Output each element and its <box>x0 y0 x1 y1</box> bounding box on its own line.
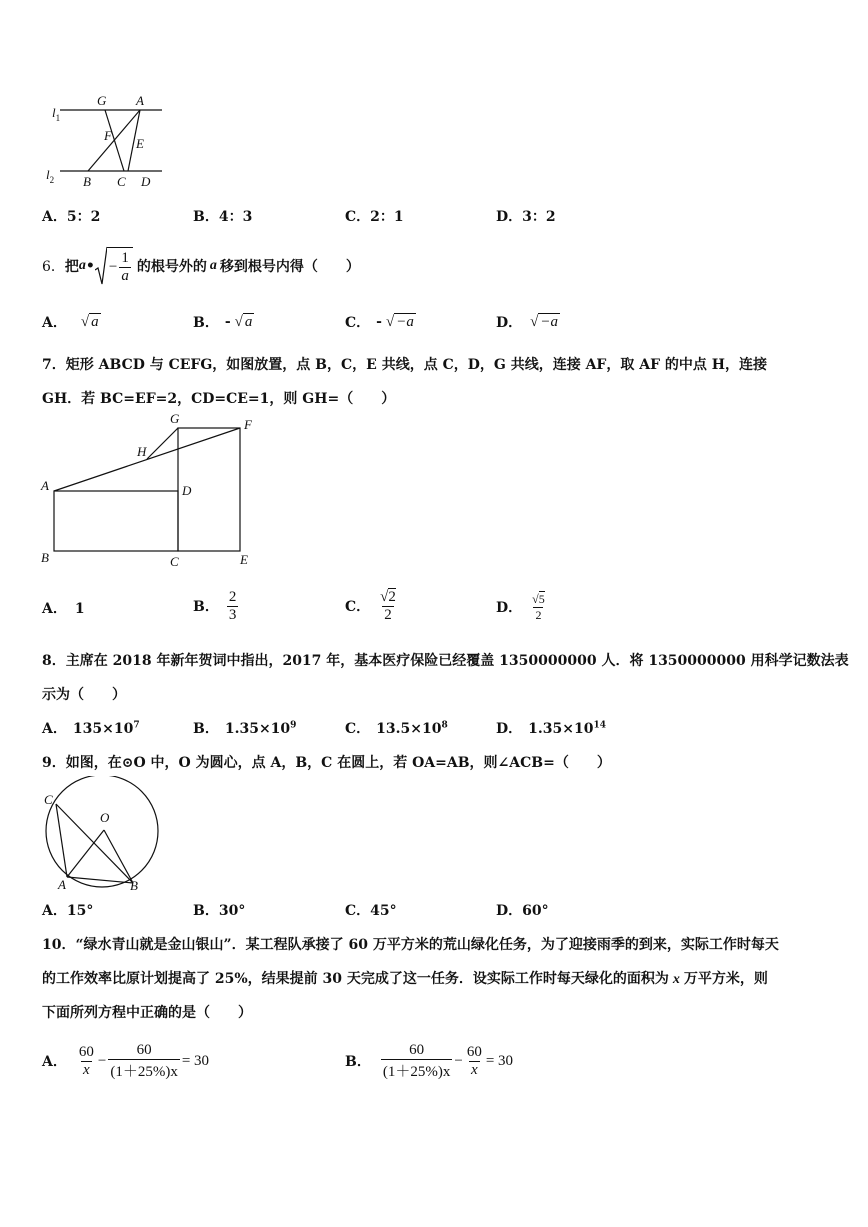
q9-question-line1: 9．如图，在⊙O 中，O 为圆心，点 A，B，C 在圆上，若 OA=AB，则∠ACB=（ ） <box>42 755 611 771</box>
q7-option-c-den: 2 <box>384 606 392 623</box>
q7-option-b[interactable] <box>193 584 238 628</box>
q6-option-a-radicand: a <box>91 314 99 330</box>
q7-question-line1: 7．矩形 ABCD 与 CEFG，如图放置，点 B，C，E 共线，点 C，D，G 共线，连接 AF，取 AF 的中点 H，连接 <box>42 357 768 373</box>
figure-parallel-lines <box>40 90 170 190</box>
q8-option-b-base: 1.35×10 <box>224 721 291 737</box>
label-O: O <box>100 810 110 825</box>
q7-option-a[interactable] <box>42 598 85 618</box>
q10-option-a-d1: x <box>83 1061 90 1078</box>
q8-option-a-exp: 7 <box>133 720 140 731</box>
label-B: B <box>41 550 49 565</box>
q10-option-b-label: B． <box>345 1054 371 1070</box>
q6-option-c-sign: - <box>376 314 382 330</box>
q10-line2-pre: 的工作效率比原计划提高了 25%，结果提前 30 天完成了这一任务．设实际工作时每天绿化的面积为 <box>42 971 669 987</box>
q10-option-b-d1: (1＋25%)x <box>381 1059 453 1081</box>
q8-option-c[interactable] <box>345 718 448 738</box>
label-A: A <box>41 478 49 493</box>
q6-option-b-label: B． <box>193 315 219 331</box>
q6-option-d[interactable] <box>496 312 560 332</box>
sqrt-icon: √ <box>380 588 389 605</box>
q10-line2-post: 万平方米，则 <box>683 971 768 987</box>
label-C: C <box>44 792 53 807</box>
q6-option-c[interactable] <box>345 312 416 332</box>
q6-option-d-label: D． <box>496 315 523 331</box>
sqrt-icon: √ <box>530 313 539 330</box>
q10-option-a[interactable] <box>42 1038 209 1084</box>
q8-option-d-base: 1.35×10 <box>528 721 594 737</box>
q6-option-d-radicand: −a <box>540 314 558 330</box>
label-A: A <box>58 877 66 892</box>
radical-sign-icon <box>95 246 107 286</box>
q10-option-a-n1: 60 <box>78 1043 94 1060</box>
q7-option-c-fraction <box>378 589 398 624</box>
q10-option-a-eq: = 30 <box>181 1052 210 1069</box>
q6-frac-num: 1 <box>121 250 129 266</box>
q7-option-b-fraction <box>227 589 239 624</box>
q6-option-c-label: C． <box>345 315 371 331</box>
segment-AF <box>54 428 240 491</box>
label-D: D <box>182 483 192 498</box>
label-l2: $l_2$ <box>46 167 55 185</box>
q8-question-line1: 8．主席在 2018 年新年贺词中指出，2017 年，基本医疗保险已经覆盖 1350000000 人．将 1350000000 用科学记数法表 <box>42 653 849 669</box>
q10-option-a-frac2 <box>108 1042 180 1081</box>
q8-option-c-label: C． <box>345 721 371 737</box>
q10-option-b-op: − <box>454 1052 463 1069</box>
q8-option-d[interactable] <box>496 718 606 738</box>
q10-question-line2 <box>42 968 768 988</box>
q7-option-d-label: D． <box>496 600 523 616</box>
q8-option-a-label: A． <box>42 721 67 737</box>
q6-option-a-label: A． <box>42 315 67 331</box>
q6-minus: − <box>108 259 118 275</box>
q7-option-c-label: C． <box>345 599 371 615</box>
q10-option-b-d2: x <box>470 1061 478 1078</box>
q6-option-c-radicand: −a <box>396 314 414 330</box>
q6-dot: • <box>85 258 95 274</box>
q7-question-line2: GH．若 BC=EF=2，CD=CE=1，则 GH=（ ） <box>42 391 396 407</box>
q8-option-d-label: D． <box>496 721 523 737</box>
label-H: H <box>137 444 147 459</box>
q8-option-c-base: 13.5×10 <box>376 721 442 737</box>
label-E: E <box>136 136 144 151</box>
label-B: B <box>83 174 91 189</box>
label-E: E <box>240 552 248 567</box>
q6-option-b-radicand: a <box>244 314 253 330</box>
q8-option-b[interactable] <box>193 718 296 738</box>
q6-number: 6． <box>42 259 65 275</box>
q6-radical <box>95 246 133 286</box>
rect-ABCD <box>54 491 178 551</box>
q7-option-d[interactable] <box>496 587 547 627</box>
q10-option-a-op: − <box>97 1052 107 1069</box>
q6-fraction <box>119 250 131 285</box>
label-A: A <box>136 93 144 108</box>
q8-option-d-exp: 14 <box>593 720 606 731</box>
label-F: F <box>244 417 252 432</box>
label-G: G <box>170 411 180 426</box>
q10-option-b[interactable] <box>345 1038 513 1084</box>
q7-option-d-num: 5 <box>538 591 545 606</box>
q7-option-b-den: 3 <box>228 606 237 623</box>
label-B: B <box>130 878 138 892</box>
q8-option-c-exp: 8 <box>441 720 448 731</box>
q8-option-b-exp: 9 <box>290 720 297 731</box>
label-C: C <box>170 554 179 569</box>
q7-option-a-value: 1 <box>74 601 85 617</box>
label-C: C <box>117 174 126 189</box>
q7-option-d-den: 2 <box>535 607 542 622</box>
q6-frac-den: a <box>121 268 129 284</box>
q10-option-a-n2: 60 <box>136 1041 152 1058</box>
q9-option-c[interactable]: C．45° <box>345 903 397 919</box>
q8-option-b-label: B． <box>193 721 219 737</box>
q6-post-a: a <box>209 258 217 273</box>
q10-question-line1: 10．“绿水青山就是金山银山”．某工程队承接了 60 万平方米的荒山绿化任务，为了迎接雨季的到来，实际工作时每天 <box>42 937 779 953</box>
q10-option-b-n1: 60 <box>409 1041 425 1058</box>
q8-option-a-base: 135×10 <box>72 721 134 737</box>
q6-pre: 把 <box>64 259 79 275</box>
q7-option-d-fraction <box>530 592 547 623</box>
q6-post2: 移到根号内得（ ） <box>219 259 360 275</box>
segment-AB <box>67 877 133 883</box>
q9-option-b[interactable]: B．30° <box>193 903 246 919</box>
q10-question-line3: 下面所列方程中正确的是（ ） <box>42 1005 252 1021</box>
q6-post1: 的根号外的 <box>136 259 207 275</box>
sqrt-icon: √ <box>385 313 395 330</box>
q7-option-b-num: 2 <box>228 588 237 605</box>
sqrt-icon: √ <box>80 313 90 330</box>
q6-var-a: a <box>78 258 86 273</box>
q10-option-b-eq: = 30 <box>485 1052 514 1069</box>
q7-option-b-label: B． <box>193 599 219 615</box>
q6-option-b-sign: - <box>224 314 231 330</box>
q7-option-a-label: A． <box>42 601 67 617</box>
segment-AB <box>88 110 140 171</box>
q5-option-c[interactable]: C．2：1 <box>345 209 404 225</box>
label-G: G <box>97 93 107 108</box>
figure-circle <box>38 776 164 892</box>
q5-option-b[interactable]: B．4：3 <box>193 209 253 225</box>
q7-option-c-num: 2 <box>388 588 396 605</box>
q10-option-b-n2: 60 <box>466 1043 482 1060</box>
q6-option-b[interactable] <box>193 312 254 332</box>
figure-rectangles <box>36 410 262 570</box>
circle-O <box>46 776 158 887</box>
q7-option-c[interactable] <box>345 584 398 628</box>
label-F: F <box>104 128 112 143</box>
q5-option-d[interactable]: D．3：2 <box>496 209 556 225</box>
q10-option-b-frac1 <box>381 1042 453 1081</box>
q8-question-line2: 示为（ ） <box>42 687 126 703</box>
segment-CB <box>56 804 133 883</box>
label-l1: $l_1$ <box>52 105 61 123</box>
label-D: D <box>141 174 151 189</box>
q10-option-a-frac1 <box>77 1044 96 1079</box>
q10-option-b-frac2 <box>465 1044 484 1079</box>
sqrt-icon: √ <box>234 313 243 330</box>
q9-option-d[interactable]: D．60° <box>496 903 549 919</box>
q10-option-a-d2: (1＋25%)x <box>108 1059 180 1081</box>
q10-line2-var: x <box>672 972 680 987</box>
q6-question <box>42 246 360 286</box>
segment-OA <box>67 830 104 877</box>
q10-option-a-label: A． <box>42 1054 67 1070</box>
q8-option-a[interactable] <box>42 718 140 738</box>
q5-option-a[interactable]: A．5：2 <box>42 209 101 225</box>
q9-option-a[interactable]: A．15° <box>42 903 94 919</box>
sqrt-icon: √ <box>532 591 539 606</box>
segment-OB <box>104 830 133 883</box>
q6-option-a[interactable] <box>42 312 101 332</box>
